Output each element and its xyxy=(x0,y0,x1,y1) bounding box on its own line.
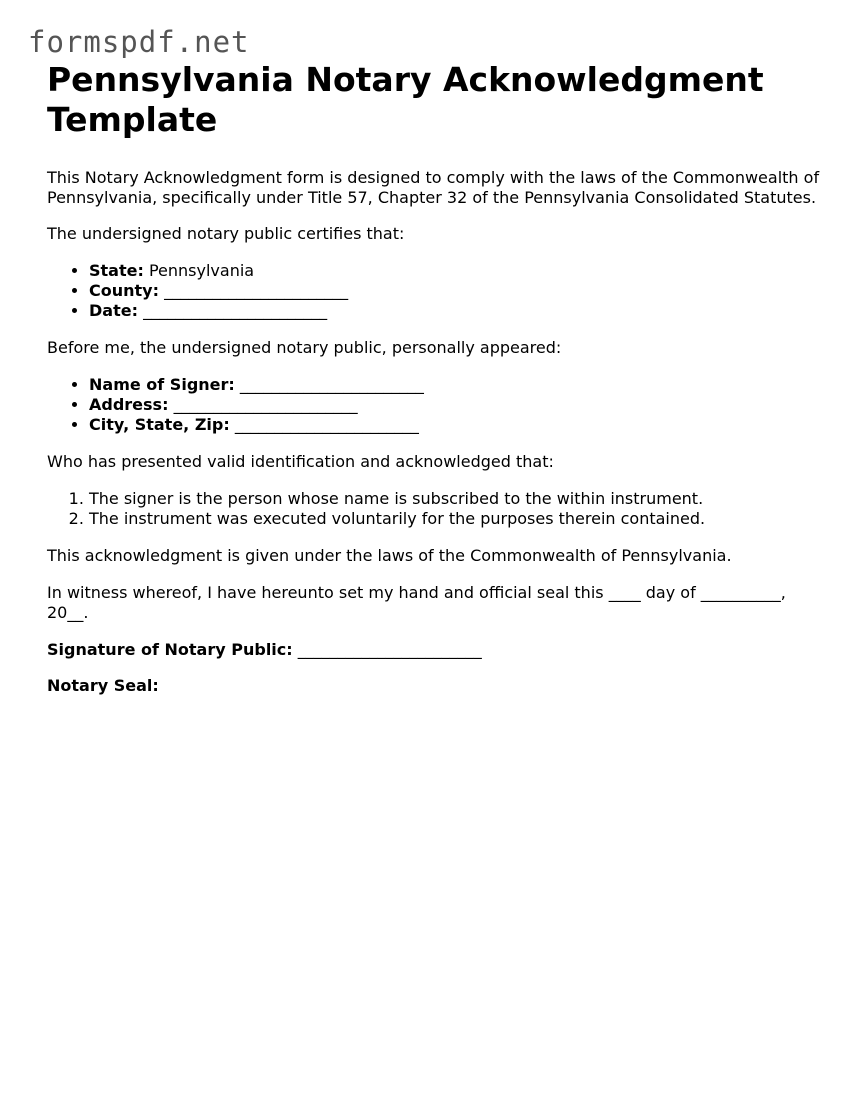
list-item-county xyxy=(89,281,827,301)
notary-seal xyxy=(47,676,827,696)
county-blank: _______________________ xyxy=(159,281,349,300)
state-value: Pennsylvania xyxy=(143,261,255,280)
presented-paragraph: Who has presented valid identification and acknowledged that: xyxy=(47,452,554,471)
list-item-city-state-zip xyxy=(89,415,827,435)
signature-line xyxy=(47,640,827,660)
city-state-zip-blank: _______________________ xyxy=(229,415,419,434)
page-title: Pennsylvania Notary Acknowledgment Template xyxy=(47,60,764,139)
list-item-address xyxy=(89,395,827,415)
appeared-paragraph: Before me, the undersigned notary public, personally appeared: xyxy=(47,338,562,357)
signer-list xyxy=(47,375,827,435)
signer-name-blank: _______________________ xyxy=(234,375,424,394)
signer-name-label: Name of Signer: xyxy=(89,375,235,394)
city-state-zip-label: City, State, Zip: xyxy=(89,415,230,434)
watermark: formspdf.net xyxy=(28,25,250,59)
certifies-paragraph: The undersigned notary public certifies that: xyxy=(47,224,405,243)
address-blank: _______________________ xyxy=(168,395,358,414)
date-label: Date: xyxy=(89,301,138,320)
address-label: Address: xyxy=(89,395,169,414)
list-item-signer-name xyxy=(89,375,827,395)
acknowledgment-item-1: 1. The signer is the person whose name is subscribed to the within instrument. xyxy=(89,489,827,509)
list-item-state xyxy=(89,261,827,281)
acknowledgment-list xyxy=(47,489,827,529)
county-label: County: xyxy=(89,281,159,300)
date-blank: _______________________ xyxy=(137,301,328,320)
document xyxy=(47,60,827,696)
signature-label: Signature of Notary Public: xyxy=(47,640,293,659)
list-item-date xyxy=(89,301,827,321)
intro-paragraph: This Notary Acknowledgment form is designed to comply with the laws of the Commonwealth of Pennsylvania, specifically under Title 57, Chapter 32 of the Pennsylvania Consolidated Statutes. xyxy=(47,168,820,207)
venue-list xyxy=(47,261,827,321)
state-label: State: xyxy=(89,261,144,280)
acknowledgment-item-2: 2. The instrument was executed voluntarily for the purposes therein contained. xyxy=(89,509,827,529)
seal-label: Notary Seal: xyxy=(47,676,159,695)
witness-paragraph: In witness whereof, I have hereunto set my hand and official seal this ____ day of __________, 20__. xyxy=(47,583,786,622)
given-paragraph: This acknowledgment is given under the laws of the Commonwealth of Pennsylvania. xyxy=(47,546,732,565)
signature-blank: _______________________ xyxy=(292,640,482,659)
